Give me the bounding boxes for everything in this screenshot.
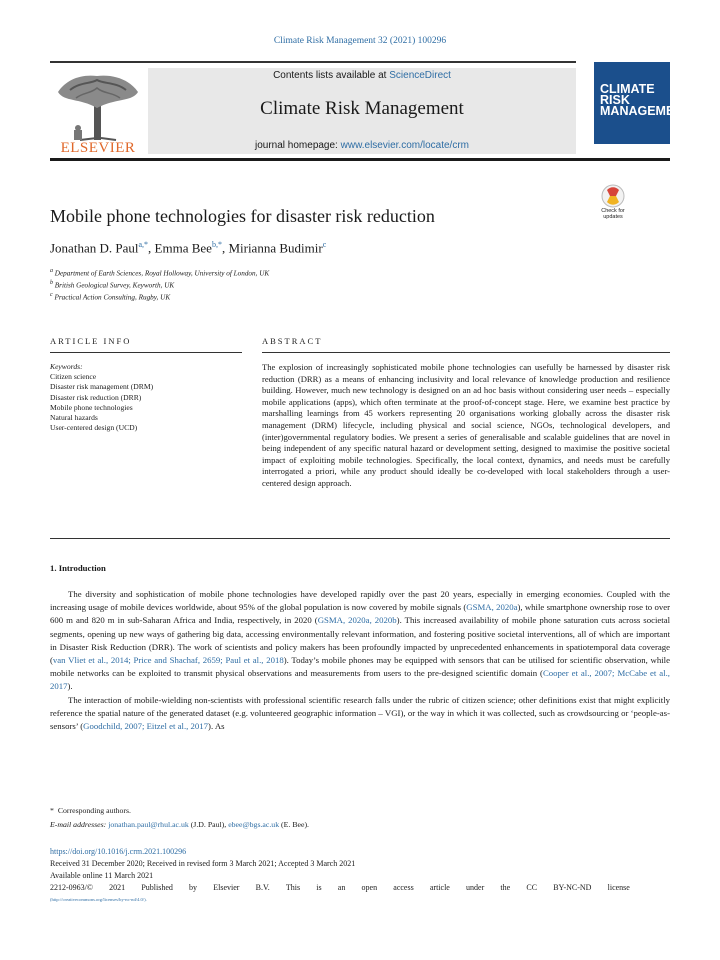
cover-bottom-strip [594, 144, 670, 156]
crossmark-label-1: Check for [601, 208, 625, 214]
license-url[interactable] [50, 897, 147, 902]
license-line [50, 882, 630, 894]
author-affiliation-sup[interactable]: a,* [138, 240, 149, 249]
journal-cover [594, 62, 691, 156]
license-word: an [337, 883, 346, 892]
license-word: BY-NC-ND [553, 883, 592, 892]
citation-link[interactable]: van Vliet et al., 2014; Price and Shachaf, 2659; Paul et al., 2018 [52, 655, 284, 666]
paragraph-text: ), while smartphone ownership rose to over 600 m and 820 m in sub-Saharan Africa and India, respectively, in 2020 ( [50, 602, 670, 626]
affiliation-marker: b [50, 280, 53, 286]
author-name: Mirianna Budimir [228, 240, 323, 256]
corresponding-footnote [50, 806, 131, 815]
license-word: license [607, 883, 630, 892]
paragraph-text: ). Today’s mobile phones may be equipped with sensors that can be utilised for scientific observation, while mobile networks can be exploited to transmit physical observations and measurements from users to the pre-designed scientific domain ( [50, 655, 670, 679]
intro-paragraph-1 [50, 588, 670, 694]
homepage-prefix: journal homepage: [255, 140, 341, 151]
license-word: Published [141, 883, 173, 892]
received-line: Received 31 December 2020; Received in revised form 3 March 2021; Accepted 3 March 2021 [50, 859, 356, 868]
header-bottom-rule [50, 158, 670, 161]
email-link-bee[interactable]: ebee@bgs.ac.uk [228, 820, 280, 829]
keyword-item: Mobile phone technologies [50, 402, 133, 412]
paragraph-text: ). This increased availability of mobile phone saturation cuts across societal segments, opening up new ways of gathering big data, accessing environmentally relevant information, and fostering positive societal interventions, all of which are important in Disaster Risk Reduction (DRR). The work of scientists and policy makers has been profoundly impacted by unprecedented enhancements in spatiotemporal data coverage ( [50, 615, 671, 666]
author-name: Jonathan D. Paul [50, 240, 139, 256]
available-line: Available online 11 March 2021 [50, 871, 154, 880]
affiliation-marker: c [50, 292, 53, 298]
sciencedirect-link[interactable]: ScienceDirect [389, 70, 451, 81]
email-link-paul[interactable]: jonathan.paul@rhul.ac.uk [108, 820, 189, 829]
keyword-item: Natural hazards [50, 413, 98, 423]
paragraph-text: ). As [208, 721, 225, 732]
doi-line[interactable] [50, 846, 186, 858]
license-word: 2212-0963/© [50, 883, 93, 892]
article-title: Mobile phone technologies for disaster risk reduction [50, 206, 435, 226]
license-word: This [285, 883, 301, 892]
affiliation-b [50, 280, 174, 289]
paragraph-text: The interaction of mobile-wielding non-scientists with professional scientific research falls under the rubric of citizen science; other definitions exist that might explicitly reference the spatial nature of the generated dataset (e.g. volunteered geographic information – VGI), or the way in which it was collected, such as crowdsourcing or ‘people-as-sensors’ ( [50, 694, 670, 732]
license-word: article [429, 883, 450, 892]
intro-paragraph-2 [50, 694, 670, 734]
crossmark-icon [596, 184, 630, 208]
keyword-item: Disaster risk reduction (DRR) [50, 392, 142, 402]
elsevier-logo [50, 68, 146, 156]
license-word: under [466, 883, 485, 892]
contents-prefix: Contents lists available at [273, 70, 390, 81]
abstract-heading: ABSTRACT [262, 336, 323, 346]
affiliation-text: Practical Action Consulting, Rugby, UK [54, 293, 171, 302]
author-sep: , [221, 240, 229, 256]
crossmark-label-2: updates [603, 214, 623, 220]
citation-link[interactable]: Goodchild, 2007; Eitzel et al., 2017 [83, 721, 209, 732]
license-word: 2021 [109, 883, 126, 892]
crossmark-badge[interactable] [596, 184, 630, 222]
citation-link[interactable]: GSMA, 2020a [466, 602, 518, 613]
cover-title-line2: MANAGEMENT [600, 104, 691, 118]
license-word: by [189, 883, 198, 892]
license-word: B.V. [255, 883, 270, 892]
affiliation-text: Department of Earth Sciences, Royal Holloway, University of London, UK [54, 269, 270, 278]
abstract-rule [262, 352, 670, 353]
author-sep: , [148, 240, 155, 256]
footnote-corresponding: Corresponding authors. [57, 806, 132, 815]
journal-reference[interactable] [0, 36, 720, 46]
affiliation-c [50, 292, 170, 301]
author-affiliation-sup[interactable]: b,* [211, 240, 222, 249]
doi-link[interactable]: https://doi.org/10.1016/j.crm.2021.100296 [50, 847, 187, 856]
author-name: Emma Bee [154, 240, 212, 256]
email-footnote [50, 820, 309, 829]
author-affiliation-sup[interactable]: c [322, 240, 327, 249]
author-list [50, 240, 326, 256]
affiliation-marker: a [50, 268, 53, 274]
homepage-line [148, 140, 576, 151]
keyword-item: Disaster risk management (DRM) [50, 382, 154, 392]
email-owner-paul: (J.D. Paul), [188, 820, 229, 829]
email-label: E-mail addresses: [50, 820, 107, 829]
keyword-item: Citizen science [50, 372, 97, 382]
license-word: Elsevier [213, 883, 240, 892]
footnote-marker: * [50, 806, 54, 815]
license-word: the [500, 883, 511, 892]
affiliation-text: British Geological Survey, Keyworth, UK [54, 281, 175, 290]
license-url-link[interactable]: (http://creativecommons.org/licenses/by-nc-nd/4.0/). [50, 897, 147, 902]
citation-link[interactable]: Cooper et al., 2007; McCabe et al., 2017 [50, 668, 670, 692]
publisher-name: ELSEVIER [60, 140, 136, 156]
license-word: access [393, 883, 414, 892]
header-top-rule [50, 61, 576, 63]
keywords-label: Keywords: [50, 362, 83, 371]
article-info-rule [50, 352, 242, 353]
article-info-heading: ARTICLE INFO [50, 336, 132, 346]
journal-name: Climate Risk Management [260, 98, 464, 119]
abstract-text: The explosion of increasingly sophisticated mobile phone technologies can usefully be harnessed by disaster risk reduction (DRR) as a means of enhancing inclusivity and local relevance of knowledge production and resilience building. However, much new technology is designed on an ad hoc basis without considering user needs – especially mobile applications (apps), which often terminate at the proof-of-concept stage. Here, we examine best practice by marshalling learnings from 45 workers representing 20 organisations working globally across the disaster risk management (DRM) lifecycle, including physical and social science, NGOs, technological developers, and (inter)governmental regulatory bodies. We present a series of generalisable and scalable guidelines that are novel in being independent of any specific natural hazard or development setting, designed to maximise the positive societal impact of exploiting mobile technologies. Specifically, the local context, dynamics, and needs must be carefully interrogated a priori, while any product should ideally be co-developed with local stakeholders through a user-centered design approach. [262, 362, 670, 488]
citation-link[interactable]: GSMA, 2020a, 2020b [317, 615, 397, 626]
paragraph-text: ). [67, 681, 73, 692]
introduction-body [50, 588, 670, 733]
homepage-link[interactable]: www.elsevier.com/locate/crm [340, 140, 469, 151]
journal-reference-link[interactable]: Climate Risk Management 32 (2021) 100296 [273, 36, 447, 46]
keywords-block [50, 362, 153, 433]
keyword-item: User-centered design (UCD) [50, 423, 138, 433]
contents-line [148, 70, 576, 81]
paragraph-text: The diversity and sophistication of mobile phone technologies have developed rapidly over the past 20 years, especially in emerging economies. Coupled with the increasing usage of mobile devices worldwide, about 95% of the global population is now covered by mobile signals ( [50, 589, 670, 613]
section-divider [50, 538, 670, 539]
license-word: open [361, 883, 378, 892]
license-word: is [316, 883, 322, 892]
license-word: CC [526, 883, 538, 892]
affiliation-a [50, 268, 269, 277]
cover-title-line1: CLIMATE RISK [600, 82, 655, 107]
introduction-heading: 1. Introduction [50, 563, 106, 573]
email-owner-bee: (E. Bee). [279, 820, 309, 829]
